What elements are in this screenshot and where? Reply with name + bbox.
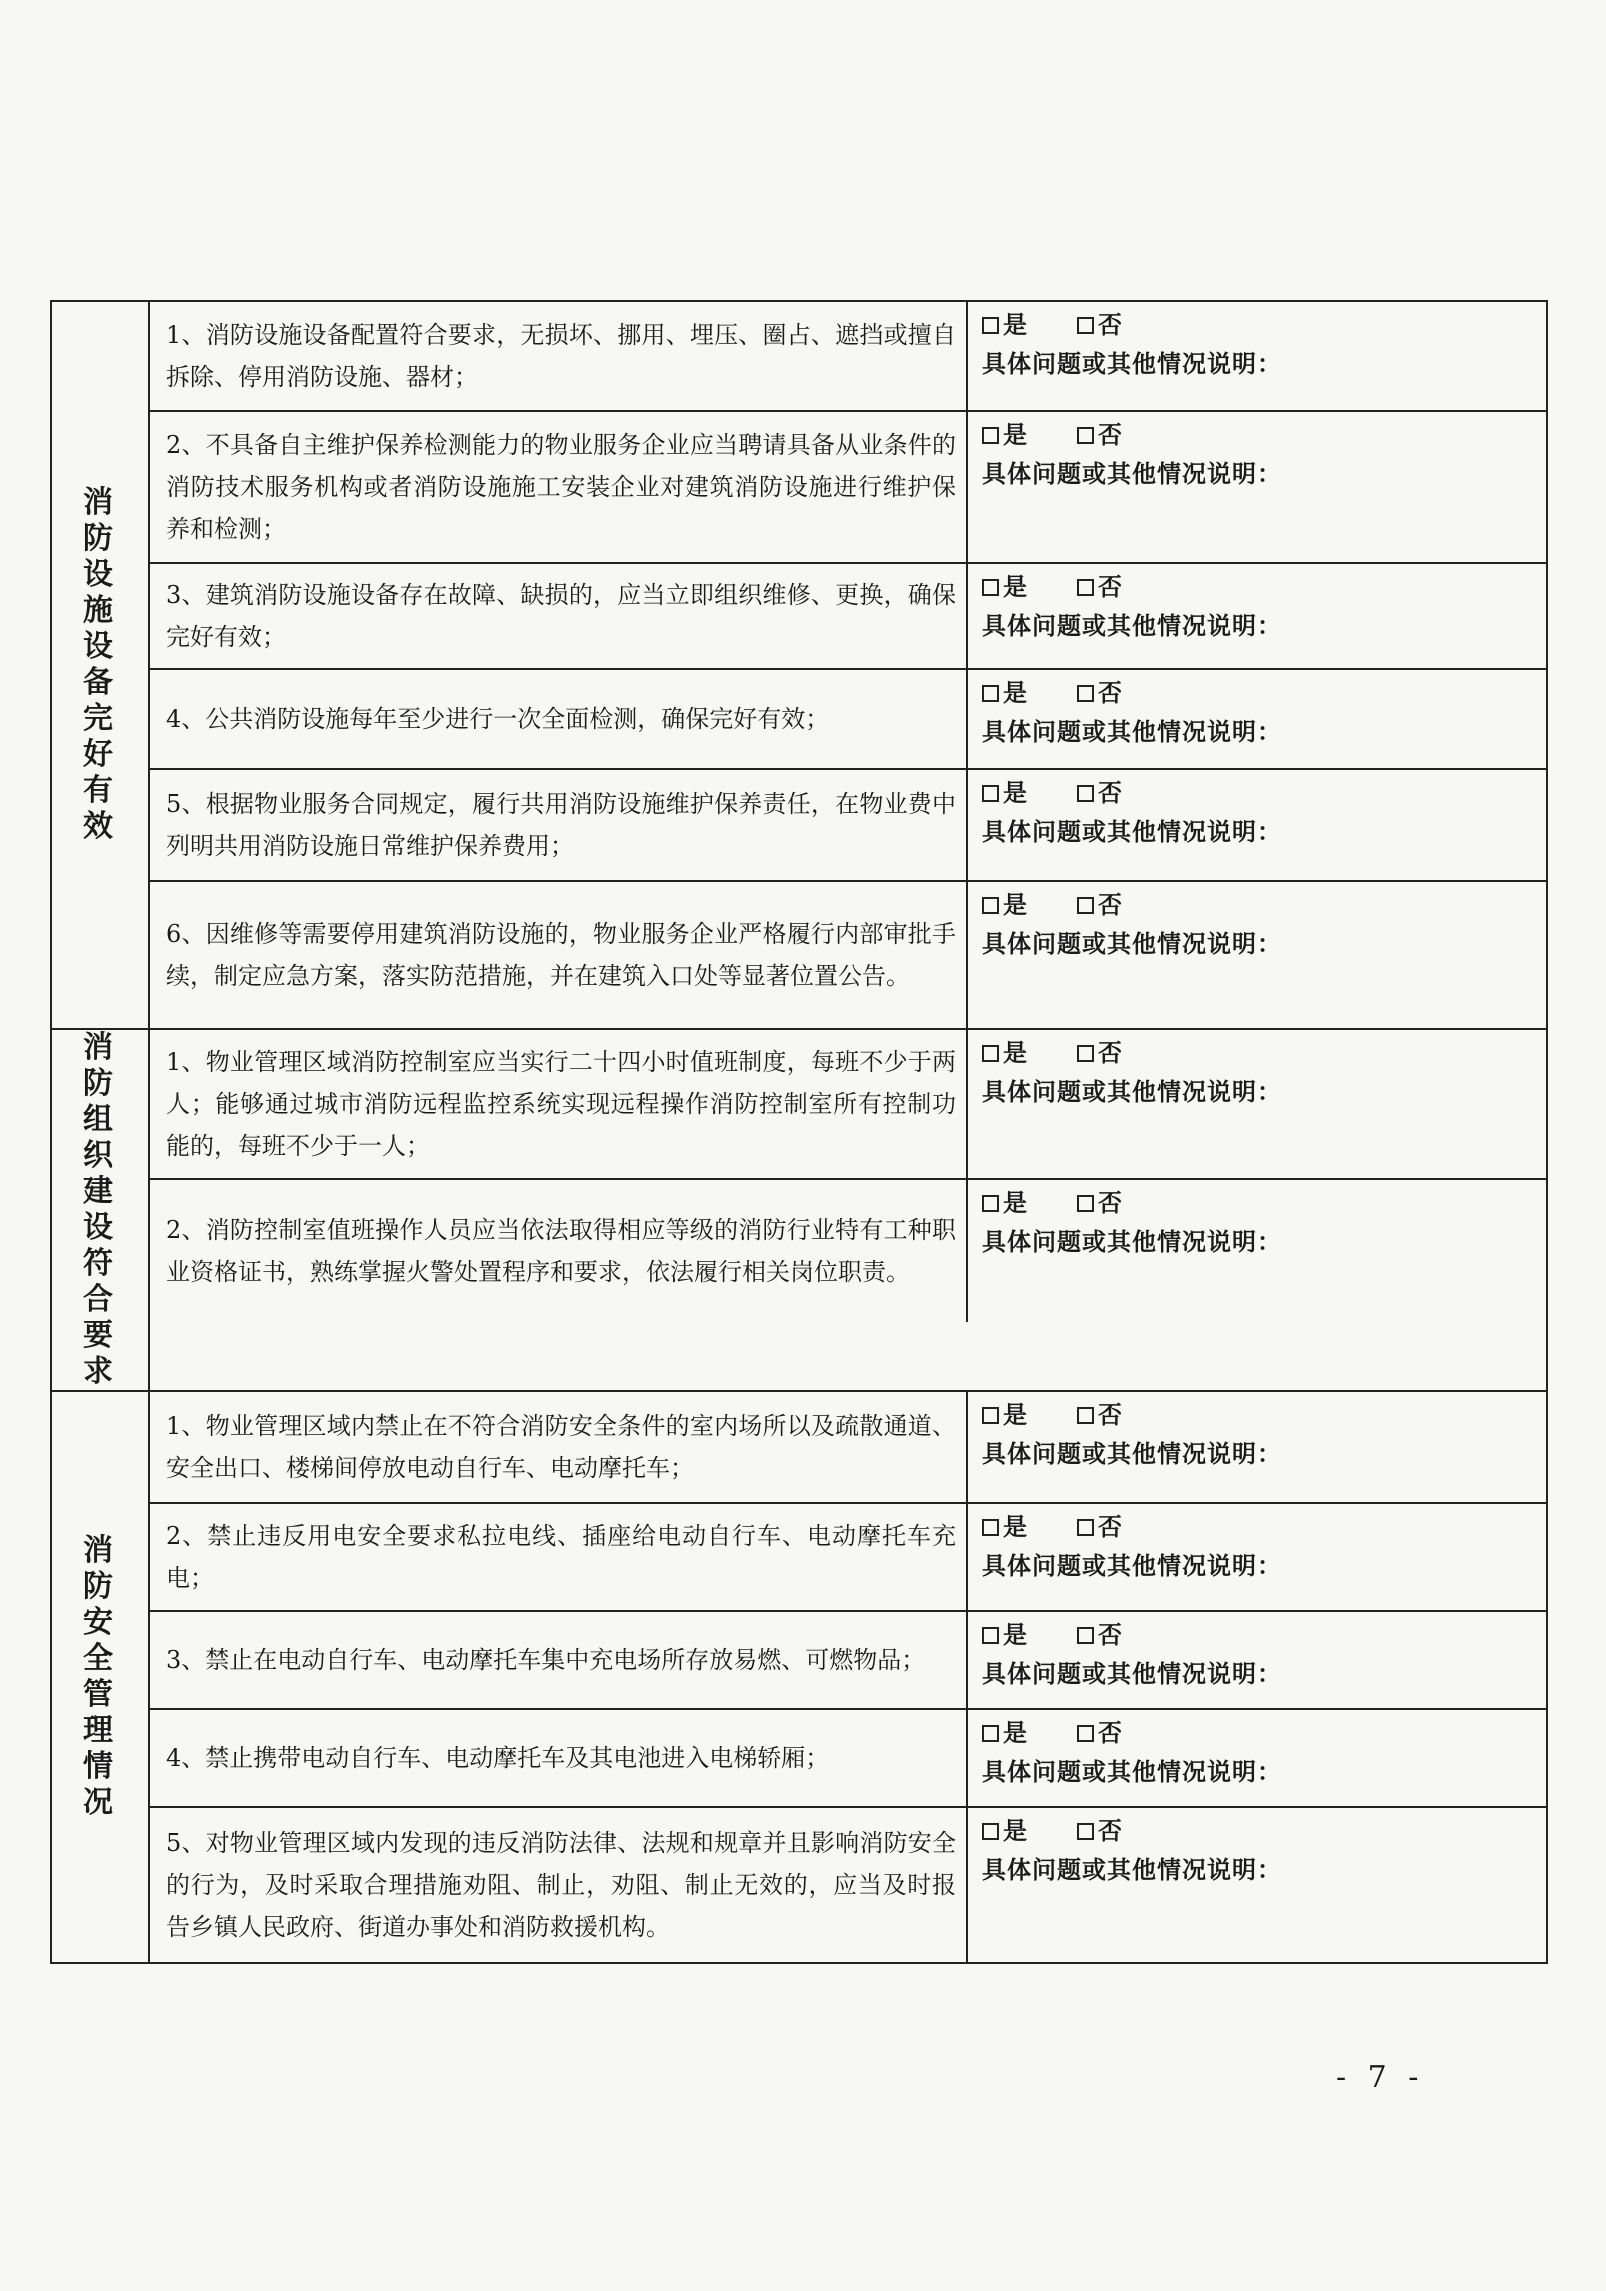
item-text: 2、不具备自主维护保养检测能力的物业服务企业应当聘请具备从业条件的消防技术服务机构或者消防设施施工安装企业对建筑消防设施进行维护保养和检测； <box>150 412 968 562</box>
answer-cell <box>968 1504 1546 1610</box>
item-text: 5、对物业管理区域内发现的违反消防法律、法规和规章并且影响消防安全的行为，及时采取合理措施劝阻、制止，劝阻、制止无效的，应当及时报告乡镇人民政府、街道办事处和消防救援机构。 <box>150 1808 968 1962</box>
table-row <box>150 668 1546 768</box>
no-checkbox[interactable] <box>1077 306 1122 344</box>
yes-no-options <box>982 1396 1532 1434</box>
no-label: 否 <box>1098 1512 1122 1541</box>
note-label: 具体问题或其他情况说明： <box>982 1078 1282 1106</box>
answer-cell <box>968 882 1546 1028</box>
table-row <box>150 1030 1546 1178</box>
no-checkbox[interactable] <box>1077 1616 1122 1654</box>
table-row <box>150 1708 1546 1806</box>
yes-checkbox[interactable] <box>982 1714 1027 1752</box>
yes-no-options <box>982 306 1532 344</box>
checkbox-icon <box>982 427 999 444</box>
yes-checkbox[interactable] <box>982 774 1027 812</box>
item-text: 1、物业管理区域内禁止在不符合消防安全条件的室内场所以及疏散通道、安全出口、楼梯间停放电动自行车、电动摩托车； <box>150 1392 968 1502</box>
yes-no-options <box>982 1616 1532 1654</box>
answer-cell <box>968 1710 1546 1806</box>
table-row <box>150 768 1546 880</box>
no-checkbox[interactable] <box>1077 1812 1122 1850</box>
checkbox-icon <box>1077 1823 1094 1840</box>
no-label: 否 <box>1098 1188 1122 1217</box>
item-text: 1、物业管理区域消防控制室应当实行二十四小时值班制度，每班不少于两人；能够通过城市消防远程监控系统实现远程操作消防控制室所有控制功能的，每班不少于一人； <box>150 1030 968 1178</box>
item-text: 6、因维修等需要停用建筑消防设施的，物业服务企业严格履行内部审批手续，制定应急方案，落实防范措施，并在建筑入口处等显著位置公告。 <box>150 882 968 1028</box>
item-text: 5、根据物业服务合同规定，履行共用消防设施维护保养责任，在物业费中列明共用消防设施日常维护保养费用； <box>150 770 968 880</box>
yes-no-options <box>982 568 1532 606</box>
page-number: - 7 - <box>1336 2060 1425 2095</box>
checkbox-icon <box>982 1519 999 1536</box>
answer-cell <box>968 1612 1546 1708</box>
category-cell <box>52 1392 150 1962</box>
item-text: 4、公共消防设施每年至少进行一次全面检测，确保完好有效； <box>150 670 968 768</box>
no-label: 否 <box>1098 1718 1122 1747</box>
answer-cell <box>968 1392 1546 1502</box>
answer-cell <box>968 302 1546 410</box>
checkbox-icon <box>982 1823 999 1840</box>
category-label: 消防设施设备完好有效 <box>83 485 117 844</box>
section-rows <box>150 1030 1546 1390</box>
yes-label: 是 <box>1003 1400 1027 1429</box>
yes-checkbox[interactable] <box>982 1034 1027 1072</box>
yes-no-options <box>982 886 1532 924</box>
yes-no-options <box>982 774 1532 812</box>
item-text: 1、消防设施设备配置符合要求，无损坏、挪用、埋压、圈占、遮挡或擅自拆除、停用消防设施、器材； <box>150 302 968 410</box>
note-label: 具体问题或其他情况说明： <box>982 818 1282 846</box>
yes-label: 是 <box>1003 1038 1027 1067</box>
checkbox-icon <box>1077 1407 1094 1424</box>
yes-no-options <box>982 1812 1532 1850</box>
note-label: 具体问题或其他情况说明： <box>982 718 1282 746</box>
checkbox-icon <box>982 1627 999 1644</box>
checkbox-icon <box>982 785 999 802</box>
note-label: 具体问题或其他情况说明： <box>982 930 1282 958</box>
table-row <box>150 1178 1546 1322</box>
no-checkbox[interactable] <box>1077 774 1122 812</box>
yes-label: 是 <box>1003 1816 1027 1845</box>
no-label: 否 <box>1098 1816 1122 1845</box>
no-label: 否 <box>1098 890 1122 919</box>
checkbox-icon <box>982 317 999 334</box>
yes-checkbox[interactable] <box>982 306 1027 344</box>
yes-no-options <box>982 1034 1532 1072</box>
checkbox-icon <box>1077 1725 1094 1742</box>
yes-label: 是 <box>1003 420 1027 449</box>
yes-checkbox[interactable] <box>982 1812 1027 1850</box>
checkbox-icon <box>982 897 999 914</box>
no-checkbox[interactable] <box>1077 1396 1122 1434</box>
checkbox-icon <box>982 579 999 596</box>
answer-cell <box>968 1808 1546 1962</box>
item-text: 3、建筑消防设施设备存在故障、缺损的，应当立即组织维修、更换，确保完好有效； <box>150 564 968 668</box>
no-checkbox[interactable] <box>1077 416 1122 454</box>
table-row <box>150 1502 1546 1610</box>
yes-checkbox[interactable] <box>982 1616 1027 1654</box>
checkbox-icon <box>1077 785 1094 802</box>
note-label: 具体问题或其他情况说明： <box>982 1856 1282 1884</box>
checkbox-icon <box>982 1195 999 1212</box>
section-rows <box>150 302 1546 1028</box>
note-label: 具体问题或其他情况说明： <box>982 350 1282 378</box>
checkbox-icon <box>1077 1195 1094 1212</box>
answer-cell <box>968 412 1546 562</box>
yes-checkbox[interactable] <box>982 1184 1027 1222</box>
table-row <box>150 1610 1546 1708</box>
yes-label: 是 <box>1003 1718 1027 1747</box>
section-facilities <box>52 302 1546 1028</box>
yes-label: 是 <box>1003 1512 1027 1541</box>
yes-no-options <box>982 674 1532 712</box>
item-text: 2、禁止违反用电安全要求私拉电线、插座给电动自行车、电动摩托车充电； <box>150 1504 968 1610</box>
no-label: 否 <box>1098 420 1122 449</box>
no-label: 否 <box>1098 310 1122 339</box>
yes-label: 是 <box>1003 1620 1027 1649</box>
checkbox-icon <box>1077 427 1094 444</box>
no-checkbox[interactable] <box>1077 1508 1122 1546</box>
answer-cell <box>968 770 1546 880</box>
yes-no-options <box>982 416 1532 454</box>
yes-no-options <box>982 1714 1532 1752</box>
yes-label: 是 <box>1003 778 1027 807</box>
yes-checkbox[interactable] <box>982 1396 1027 1434</box>
category-cell <box>52 302 150 1028</box>
yes-checkbox[interactable] <box>982 886 1027 924</box>
no-checkbox[interactable] <box>1077 886 1122 924</box>
checkbox-icon <box>1077 685 1094 702</box>
table-row <box>150 880 1546 1028</box>
no-label: 否 <box>1098 1400 1122 1429</box>
checkbox-icon <box>1077 579 1094 596</box>
table-row <box>150 1806 1546 1962</box>
yes-label: 是 <box>1003 890 1027 919</box>
no-checkbox[interactable] <box>1077 1184 1122 1222</box>
category-label: 消防组织建设符合要求 <box>83 1030 117 1389</box>
answer-cell <box>968 1030 1546 1178</box>
item-text: 3、禁止在电动自行车、电动摩托车集中充电场所存放易燃、可燃物品； <box>150 1612 968 1708</box>
table-row <box>150 302 1546 410</box>
yes-label: 是 <box>1003 310 1027 339</box>
section-organization <box>52 1028 1546 1390</box>
yes-label: 是 <box>1003 572 1027 601</box>
checkbox-icon <box>1077 317 1094 334</box>
no-label: 否 <box>1098 1620 1122 1649</box>
note-label: 具体问题或其他情况说明： <box>982 1552 1282 1580</box>
note-label: 具体问题或其他情况说明： <box>982 1440 1282 1468</box>
table-row <box>150 562 1546 668</box>
yes-checkbox[interactable] <box>982 568 1027 606</box>
no-label: 否 <box>1098 1038 1122 1067</box>
yes-label: 是 <box>1003 678 1027 707</box>
yes-label: 是 <box>1003 1188 1027 1217</box>
note-label: 具体问题或其他情况说明： <box>982 1228 1282 1256</box>
item-text: 2、消防控制室值班操作人员应当依法取得相应等级的消防行业特有工种职业资格证书，熟练掌握火警处置程序和要求，依法履行相关岗位职责。 <box>150 1180 968 1322</box>
section-safety-management <box>52 1390 1546 1962</box>
answer-cell <box>968 1180 1546 1322</box>
no-label: 否 <box>1098 678 1122 707</box>
note-label: 具体问题或其他情况说明： <box>982 1660 1282 1688</box>
inspection-table <box>50 300 1548 1964</box>
yes-checkbox[interactable] <box>982 1508 1027 1546</box>
table-row <box>150 410 1546 562</box>
no-checkbox[interactable] <box>1077 674 1122 712</box>
no-checkbox[interactable] <box>1077 1034 1122 1072</box>
checkbox-icon <box>1077 897 1094 914</box>
note-label: 具体问题或其他情况说明： <box>982 460 1282 488</box>
no-checkbox[interactable] <box>1077 1714 1122 1752</box>
checkbox-icon <box>982 1407 999 1424</box>
yes-checkbox[interactable] <box>982 674 1027 712</box>
checkbox-icon <box>1077 1045 1094 1062</box>
category-cell <box>52 1030 150 1390</box>
answer-cell <box>968 564 1546 668</box>
table-row <box>150 1392 1546 1502</box>
checkbox-icon <box>982 685 999 702</box>
checkbox-icon <box>1077 1519 1094 1536</box>
no-checkbox[interactable] <box>1077 568 1122 606</box>
yes-checkbox[interactable] <box>982 416 1027 454</box>
note-label: 具体问题或其他情况说明： <box>982 612 1282 640</box>
yes-no-options <box>982 1508 1532 1546</box>
section-rows <box>150 1392 1546 1962</box>
checkbox-icon <box>982 1045 999 1062</box>
answer-cell <box>968 670 1546 768</box>
note-label: 具体问题或其他情况说明： <box>982 1758 1282 1786</box>
checkbox-icon <box>982 1725 999 1742</box>
no-label: 否 <box>1098 778 1122 807</box>
item-text: 4、禁止携带电动自行车、电动摩托车及其电池进入电梯轿厢； <box>150 1710 968 1806</box>
checkbox-icon <box>1077 1627 1094 1644</box>
yes-no-options <box>982 1184 1532 1222</box>
no-label: 否 <box>1098 572 1122 601</box>
category-label: 消防安全管理情况 <box>83 1533 117 1820</box>
